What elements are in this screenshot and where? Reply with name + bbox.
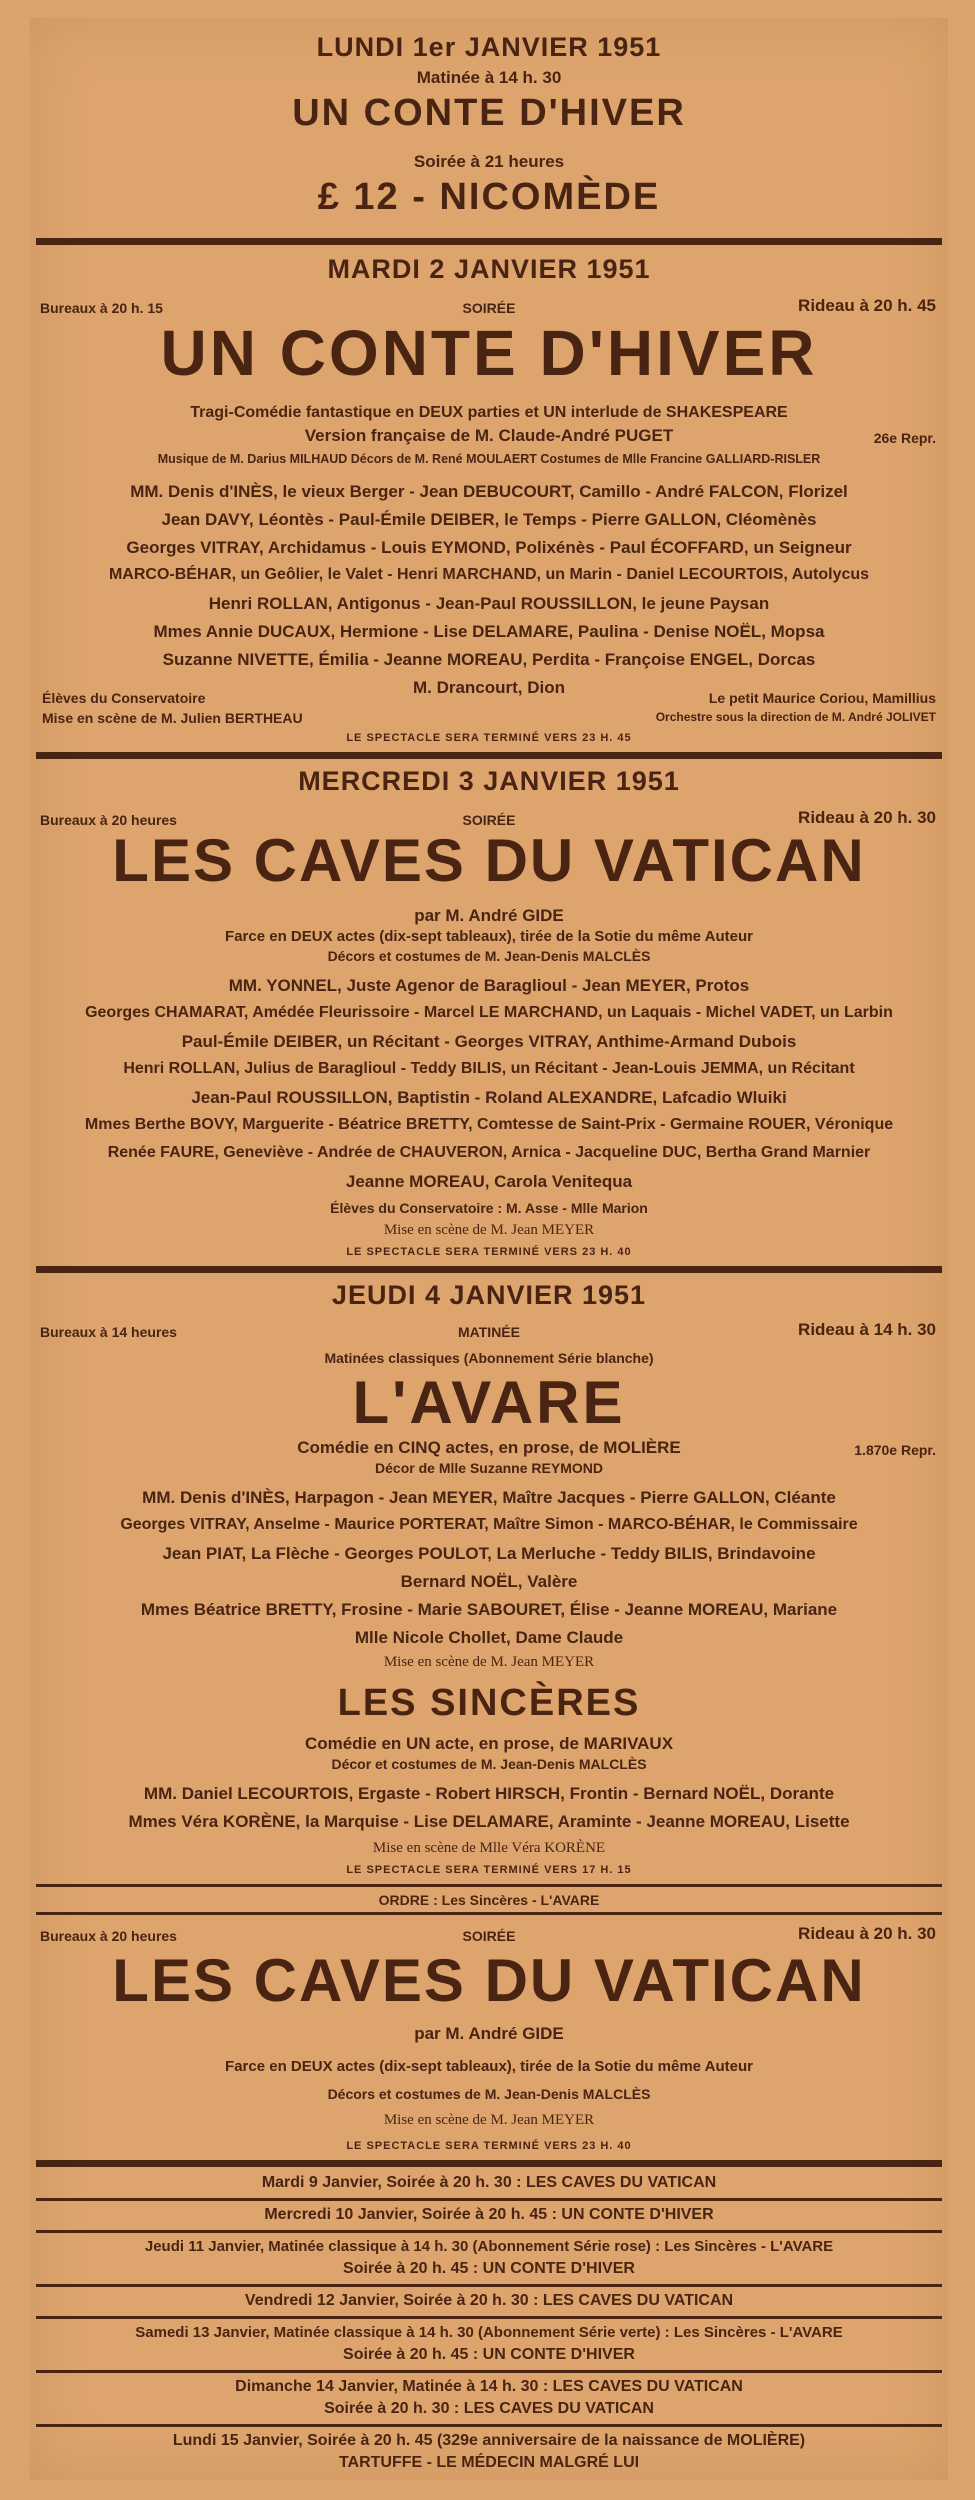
mercredi-bureaux: Bureaux à 20 heures [40,812,177,828]
schedule-0-line-0: Mardi 9 Janvier, Soirée à 20 h. 30 : LES CAVES DU VATICAN [261,2174,717,2191]
mardi-mise: Mise en scène de M. Julien BERTHEAU [42,710,303,726]
jeudisoir-mise: Mise en scène de M. Jean MEYER [383,2112,595,2128]
jeudi-matinee: MATINÉE [458,1324,520,1340]
divider [36,2160,942,2167]
jeudi-title2: LES SINCÈRES [337,1682,641,1724]
mardi-cast-6: Suzanne NIVETTE, Émilia - Jeanne MOREAU, Perdita - Françoise ENGEL, Dorcas [162,650,816,669]
schedule-5-line-1: Soirée à 20 h. 30 : LES CAVES DU VATICAN [324,2400,654,2417]
jeudi-repr: 1.870e Repr. [854,1442,936,1458]
schedule-1-line-0: Mercredi 10 Janvier, Soirée à 20 h. 45 : UN CONTE D'HIVER [264,2206,714,2223]
header-date: LUNDI 1er JANVIER 1951 [316,32,662,62]
mardi-cast-4: Henri ROLLAN, Antigonus - Jean-Paul ROUSSILLON, le jeune Paysan [208,594,770,613]
mercredi-cast-5: Mmes Berthe BOVY, Marguerite - Béatrice BRETTY, Comtesse de Saint-Prix - Germaine ROUER, Véronique [84,1116,894,1133]
header-title1: UN CONTE D'HIVER [292,92,686,134]
jeudi-decors2: Décor et costumes de M. Jean-Denis MALCLÈS [331,1756,647,1772]
mercredi-farce: Farce en DEUX actes (dix-sept tableaux), tirée de la Sotie du même Auteur [225,928,753,945]
jeudi-mise: Mise en scène de M. Jean MEYER [383,1654,595,1670]
divider [36,1266,942,1273]
jeudisoir-soiree: SOIRÉE [462,1928,516,1944]
mercredi-fin: LE SPECTACLE SERA TERMINÉ VERS 23 H. 40 [346,1246,632,1258]
jeudisoir-par: par M. André GIDE [414,2024,564,2043]
mercredi-cast-2: Paul-Émile DEIBER, un Récitant - Georges VITRAY, Anthime-Armand Dubois [181,1032,797,1051]
mardi-cast-1: Jean DAVY, Léontès - Paul-Émile DEIBER, le Temps - Pierre GALLON, Cléomènès [161,510,817,529]
jeudi-title: L'AVARE [352,1369,626,1436]
mercredi-par: par M. André GIDE [414,906,564,925]
jeudi-classiques: Matinées classiques (Abonnement Série blanche) [324,1350,654,1366]
jeudi-fin: LE SPECTACLE SERA TERMINÉ VERS 17 H. 15 [346,1864,632,1876]
mardi-rideau: Rideau à 20 h. 45 [798,296,936,315]
schedule-2-line-1: Soirée à 20 h. 45 : UN CONTE D'HIVER [343,2260,635,2277]
mercredi-rideau: Rideau à 20 h. 30 [798,808,936,827]
jeudisoir-farce: Farce en DEUX actes (dix-sept tableaux), tirée de la Sotie du même Auteur [225,2058,753,2075]
jeudi-cast2-1: Mmes Véra KORÈNE, la Marquise - Lise DELAMARE, Araminte - Jeanne MOREAU, Lisette [128,1812,850,1831]
header-title2: £ 12 - NICOMÈDE [317,176,661,218]
mardi-cast-2: Georges VITRAY, Archidamus - Louis EYMOND, Polixénès - Paul ÉCOFFARD, un Seigneur [126,538,852,557]
divider [36,2370,942,2373]
divider [36,2230,942,2233]
jeudisoir-rideau: Rideau à 20 h. 30 [798,1924,936,1943]
jeudi-rideau: Rideau à 14 h. 30 [798,1320,936,1339]
jeudisoir-fin: LE SPECTACLE SERA TERMINÉ VERS 23 H. 40 [346,2140,632,2152]
header-matinee: Matinée à 14 h. 30 [416,68,562,87]
mercredi-soiree: SOIRÉE [462,812,516,828]
jeudi-cast-4: Mmes Béatrice BRETTY, Frosine - Marie SABOURET, Élise - Jeanne MOREAU, Mariane [140,1600,838,1619]
divider [36,2198,942,2201]
jeudi-comedie2: Comédie en UN acte, en prose, de MARIVAUX [304,1734,674,1753]
mardi-credits: Musique de M. Darius MILHAUD Décors de M. René MOULAERT Costumes de Mlle Francine GALLIARD-RISLER [157,452,821,466]
mardi-cast-3: MARCO-BÉHAR, un Geôlier, le Valet - Henri MARCHAND, un Marin - Daniel LECOURTOIS, Autolycus [108,566,870,583]
mardi-bureaux: Bureaux à 20 h. 15 [40,300,163,316]
divider [36,238,942,245]
jeudisoir-title: LES CAVES DU VATICAN [112,1947,866,2014]
schedule-4-line-1: Soirée à 20 h. 45 : UN CONTE D'HIVER [343,2346,635,2363]
mercredi-cast-1: Georges CHAMARAT, Amédée Fleurissoire - Marcel LE MARCHAND, un Laquais - Michel VADET, un Larbin [85,1004,893,1021]
schedule-3-line-0: Vendredi 12 Janvier, Soirée à 20 h. 30 : LES CAVES DU VATICAN [244,2292,734,2309]
mardi-line1: Tragi-Comédie fantastique en DEUX parties et UN interlude de SHAKESPEARE [190,404,788,421]
divider [36,2424,942,2427]
mercredi-eleves: Élèves du Conservatoire : M. Asse - Mlle Marion [330,1200,648,1216]
divider [36,2316,942,2319]
mardi-title: UN CONTE D'HIVER [160,317,818,389]
jeudi-cast-2: Jean PIAT, La Flèche - Georges POULOT, La Merluche - Teddy BILIS, Brindavoine [162,1544,816,1563]
jeudi-cast-5: Mlle Nicole Chollet, Dame Claude [354,1628,624,1647]
divider [36,1912,942,1915]
mardi-soiree: SOIRÉE [462,300,516,316]
jeudi-ordre: ORDRE : Les Sincères - L'AVARE [378,1892,600,1908]
mardi-eleves: Élèves du Conservatoire [42,690,206,706]
jeudi-cast-1: Georges VITRAY, Anselme - Maurice PORTERAT, Maître Simon - MARCO-BÉHAR, le Commissaire [120,1516,858,1533]
mercredi-cast-7: Jeanne MOREAU, Carola Venitequa [345,1172,633,1191]
mercredi-mise: Mise en scène de M. Jean MEYER [383,1222,595,1238]
jeudi-comedie: Comédie en CINQ actes, en prose, de MOLIÈRE [297,1438,681,1457]
schedule-5-line-0: Dimanche 14 Janvier, Matinée à 14 h. 30 : LES CAVES DU VATICAN [235,2378,743,2395]
jeudi-cast-0: MM. Denis d'INÈS, Harpagon - Jean MEYER, Maître Jacques - Pierre GALLON, Cléante [142,1488,836,1507]
mercredi-cast-4: Jean-Paul ROUSSILLON, Baptistin - Roland ALEXANDRE, Lafcadio Wluiki [191,1088,787,1107]
mercredi-date: MERCREDI 3 JANVIER 1951 [298,766,680,796]
mardi-cast-5: Mmes Annie DUCAUX, Hermione - Lise DELAMARE, Paulina - Denise NOËL, Mopsa [153,622,825,641]
jeudi-mise2: Mise en scène de Mlle Véra KORÈNE [372,1840,606,1856]
mercredi-title: LES CAVES DU VATICAN [112,827,866,894]
mardi-cast-0: MM. Denis d'INÈS, le vieux Berger - Jean DEBUCOURT, Camillo - André FALCON, Florizel [130,482,848,501]
mardi-orchestre: Orchestre sous la direction de M. André JOLIVET [655,710,936,724]
jeudi-cast-3: Bernard NOËL, Valère [400,1572,578,1591]
mardi-fin: LE SPECTACLE SERA TERMINÉ VERS 23 H. 45 [346,732,632,744]
mardi-repr: 26e Repr. [873,430,936,446]
mercredi-cast-3: Henri ROLLAN, Julius de Baraglioul - Teddy BILIS, un Récitant - Jean-Louis JEMMA, un Récitant [123,1060,855,1077]
jeudisoir-decors: Décors et costumes de M. Jean-Denis MALCLÈS [327,2086,651,2102]
mercredi-decors: Décors et costumes de M. Jean-Denis MALCLÈS [327,948,651,964]
jeudi-date: JEUDI 4 JANVIER 1951 [331,1280,647,1310]
mercredi-cast-6: Renée FAURE, Geneviève - Andrée de CHAUVERON, Arnica - Jacqueline DUC, Bertha Grand Marnier [107,1144,871,1161]
theatre-poster [30,18,948,2480]
mardi-date: MARDI 2 JANVIER 1951 [327,254,651,284]
jeudi-bureaux: Bureaux à 14 heures [40,1324,177,1340]
divider [36,752,942,759]
divider [36,1884,942,1887]
schedule-6-line-0: Lundi 15 Janvier, Soirée à 20 h. 45 (329e anniversaire de la naissance de MOLIÈRE) [172,2432,806,2449]
jeudi-decor: Décor de Mlle Suzanne REYMOND [375,1460,603,1476]
jeudi-cast2-0: MM. Daniel LECOURTOIS, Ergaste - Robert HIRSCH, Frontin - Bernard NOËL, Dorante [143,1784,835,1803]
mercredi-cast-0: MM. YONNEL, Juste Agenor de Baraglioul - Jean MEYER, Protos [228,976,750,995]
schedule-4-line-0: Samedi 13 Janvier, Matinée classique à 14 h. 30 (Abonnement Série verte) : Les Sincères - L'AVARE [135,2324,843,2341]
mardi-petit: Le petit Maurice Coriou, Mamillius [708,690,936,706]
mardi-cast-7: M. Drancourt, Dion [412,678,566,697]
mardi-line2: Version française de M. Claude-André PUGET [304,426,674,445]
header-soiree: Soirée à 21 heures [413,152,565,171]
jeudisoir-bureaux: Bureaux à 20 heures [40,1928,177,1944]
schedule-2-line-0: Jeudi 11 Janvier, Matinée classique à 14 h. 30 (Abonnement Série rose) : Les Sincères - L'AVARE [144,2238,834,2255]
schedule-6-line-1: TARTUFFE - LE MÉDECIN MALGRÉ LUI [338,2454,640,2471]
divider [36,2284,942,2287]
